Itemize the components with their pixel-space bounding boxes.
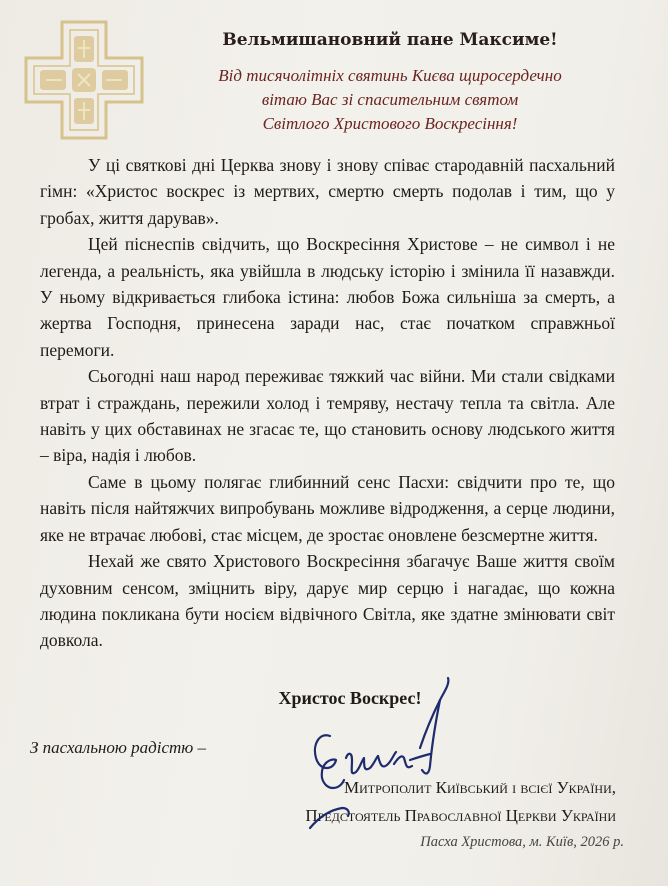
cross-monogram-icon <box>18 14 150 146</box>
greeting-line: вітаю Вас зі спасительним святом <box>261 90 519 109</box>
salutation: Вельмишановний пане Максиме! <box>222 30 558 50</box>
dateline: Пасха Христова, м. Київ, 2026 р. <box>420 834 624 850</box>
greeting-line: Від тисячолітніх святинь Києва щиросердечно <box>218 66 562 85</box>
signature <box>290 640 460 860</box>
closing: З пасхальною радістю – <box>30 738 207 757</box>
paragraph: Сьогодні наш народ переживає тяжкий час війни. Ми стали свідками втрат і страждань, пережили холод і темряву, нестачу тепла та світла. Але навіть у цих обставинах не згасає те, що становить основу людського життя – віра, надія і любов. <box>40 366 615 466</box>
exclamation: Христос Воскрес! <box>278 688 422 708</box>
greeting <box>150 64 630 136</box>
paragraph: Цей піснеспів свідчить, що Воскресіння Христове – не символ і не легенда, а реальність, яка увійшла в людську історію і змінила її назавжди. У ньому відкривається глибока істина: любов Божа сильніша за смерть, а жертва Господня, принесена заради нас, стає початком справжньої перемоги. <box>40 234 615 360</box>
signatory-subtitle: Предстоятель Православної Церкви України <box>305 806 616 825</box>
paragraph: Саме в цьому полягає глибинний сенс Пасхи: свідчити про те, що навіть після найтяжчих випробувань можливе відродження, а серце людини, яке не втрачає любові, стає місцем, де зростає оновлене безсмертне життя. <box>40 471 615 545</box>
signatory-title: Митрополит Київський і всієї України, <box>343 778 616 797</box>
paragraph: Нехай же свято Христового Воскресіння збагачує Ваше життя своїм духовним сенсом, зміцнить віру, дарує мир серцю і нагадає, що кожна людина покликана бути носієм відвічного Світла, яке здатне змінювати світ довкола. <box>40 551 615 651</box>
paragraph: У ці святкові дні Церква знову і знову співає стародавній пасхальний гімн: «Христос воскрес із мертвих, смертю смерть подолав і тим, що у гробах, життя дарував». <box>40 155 615 228</box>
letter-body <box>40 152 615 654</box>
greeting-line: Світлого Христового Воскресіння! <box>262 114 518 133</box>
